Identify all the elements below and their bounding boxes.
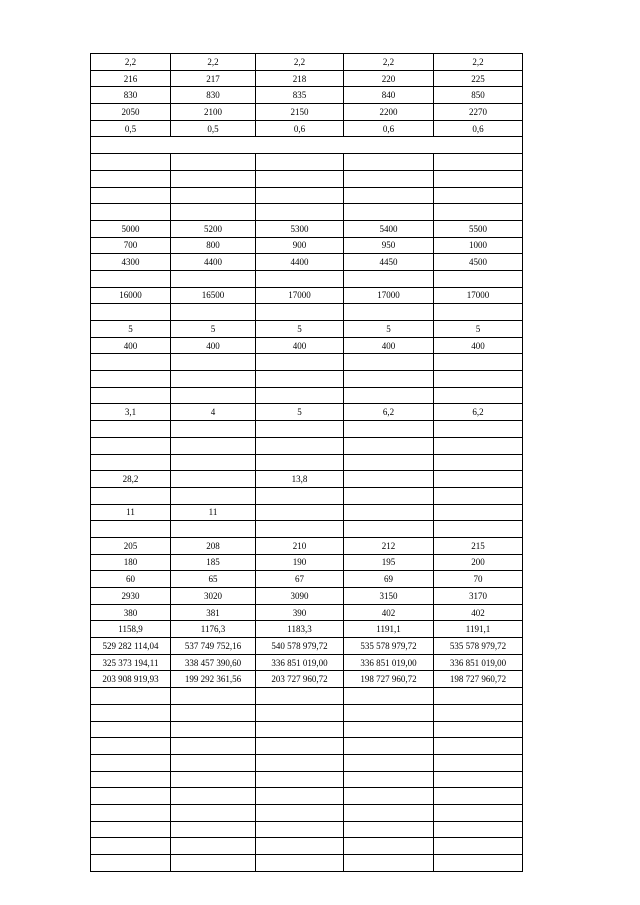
table-cell: [434, 421, 523, 438]
table-cell: [91, 804, 171, 821]
table-cell: 3170: [434, 588, 523, 605]
table-cell: [171, 421, 256, 438]
table-cell: [344, 421, 434, 438]
table-cell: [344, 754, 434, 771]
table-row: [91, 70, 523, 87]
table-cell: [344, 688, 434, 705]
table-row: [91, 304, 523, 321]
table-cell: 198 727 960,72: [344, 671, 434, 688]
table-cell: 5300: [256, 220, 344, 237]
table-cell: [171, 838, 256, 855]
table-row: [91, 487, 523, 504]
table-cell: [256, 421, 344, 438]
table-cell: 3,1: [91, 404, 171, 421]
table-cell: [344, 371, 434, 388]
table-cell: [171, 187, 256, 204]
table-cell: 4450: [344, 254, 434, 271]
table-row: [91, 387, 523, 404]
table-cell: [344, 304, 434, 321]
table-cell: 5: [256, 321, 344, 338]
table-cell: 220: [344, 70, 434, 87]
table-cell: [91, 354, 171, 371]
table-cell: 70: [434, 571, 523, 588]
table-cell: 199 292 361,56: [171, 671, 256, 688]
table-row: [91, 754, 523, 771]
table-cell: [91, 387, 171, 404]
table-cell: 212: [344, 537, 434, 554]
table-cell: [91, 487, 171, 504]
table-cell: [171, 437, 256, 454]
table-cell: [256, 387, 344, 404]
table-cell: 2100: [171, 104, 256, 121]
table-cell: 336 851 019,00: [434, 654, 523, 671]
table-cell: 205: [91, 537, 171, 554]
table-row: [91, 220, 523, 237]
table-cell: 537 749 752,16: [171, 638, 256, 655]
table-cell: 5: [256, 404, 344, 421]
table-cell: 17000: [344, 287, 434, 304]
table-cell: 5400: [344, 220, 434, 237]
table-cell: 3150: [344, 588, 434, 605]
table-cell: 16000: [91, 287, 171, 304]
table-cell: 225: [434, 70, 523, 87]
table-cell: 190: [256, 554, 344, 571]
table-cell: [434, 771, 523, 788]
table-cell: [256, 738, 344, 755]
table-cell: [91, 204, 171, 221]
table-row: [91, 154, 523, 171]
table-row: [91, 471, 523, 488]
table-row: [91, 337, 523, 354]
table-row: [91, 838, 523, 855]
table-cell: 400: [344, 337, 434, 354]
table-cell: [256, 688, 344, 705]
table-cell: [91, 154, 171, 171]
table-cell: 185: [171, 554, 256, 571]
table-cell: 0,6: [256, 120, 344, 137]
table-cell: 5500: [434, 220, 523, 237]
table-cell: [434, 788, 523, 805]
table-cell: 216: [91, 70, 171, 87]
table-cell: 200: [434, 554, 523, 571]
table-cell: [434, 304, 523, 321]
table-cell: [91, 304, 171, 321]
table-row: [91, 804, 523, 821]
table-cell: [171, 371, 256, 388]
table-cell: 1176,3: [171, 621, 256, 638]
table-cell: 830: [171, 87, 256, 104]
table-cell: 180: [91, 554, 171, 571]
table-cell: [256, 771, 344, 788]
table-cell: [434, 154, 523, 171]
table-cell: 208: [171, 537, 256, 554]
table-cell: [91, 738, 171, 755]
table-cell: [344, 704, 434, 721]
table-cell: [434, 521, 523, 538]
table-cell: [171, 270, 256, 287]
table-row: [91, 554, 523, 571]
table-body: [91, 54, 523, 872]
table-cell: 4300: [91, 254, 171, 271]
table-cell: 6,2: [344, 404, 434, 421]
table-cell: [171, 521, 256, 538]
table-cell: 5: [91, 321, 171, 338]
table-cell: 203 908 919,93: [91, 671, 171, 688]
table-row: [91, 204, 523, 221]
table-cell: 5: [171, 321, 256, 338]
table-cell: [171, 471, 256, 488]
table-row: [91, 588, 523, 605]
table-cell: 402: [344, 604, 434, 621]
table-cell: [171, 804, 256, 821]
table-cell: 0,6: [344, 120, 434, 137]
table-row: [91, 671, 523, 688]
table-cell: [256, 838, 344, 855]
table-cell: 0,5: [91, 120, 171, 137]
data-table: [90, 53, 523, 872]
table-cell: 835: [256, 87, 344, 104]
table-cell: [256, 454, 344, 471]
table-cell: [256, 721, 344, 738]
table-cell: [256, 521, 344, 538]
table-cell: [434, 721, 523, 738]
table-cell: 5200: [171, 220, 256, 237]
table-row: [91, 187, 523, 204]
table-cell: [434, 187, 523, 204]
table-row: [91, 771, 523, 788]
table-cell: [171, 721, 256, 738]
table-cell: 840: [344, 87, 434, 104]
table-cell: 203 727 960,72: [256, 671, 344, 688]
table-cell: 2050: [91, 104, 171, 121]
table-row: [91, 621, 523, 638]
table-cell: 217: [171, 70, 256, 87]
table-cell: [256, 304, 344, 321]
table-cell: [91, 855, 171, 872]
table-cell: [91, 704, 171, 721]
table-cell: 1191,1: [344, 621, 434, 638]
table-cell: [171, 688, 256, 705]
table-cell: [171, 754, 256, 771]
table-cell: 390: [256, 604, 344, 621]
table-row: [91, 537, 523, 554]
table-cell: 0,6: [434, 120, 523, 137]
table-cell: [91, 521, 171, 538]
table-cell: 3020: [171, 588, 256, 605]
table-cell: 400: [434, 337, 523, 354]
table-cell: [256, 204, 344, 221]
table-cell: [344, 838, 434, 855]
table-cell: 5: [434, 321, 523, 338]
table-cell: 535 578 979,72: [434, 638, 523, 655]
table-cell: [91, 137, 523, 154]
table-cell: 17000: [256, 287, 344, 304]
table-cell: [434, 170, 523, 187]
table-row: [91, 120, 523, 137]
table-cell: 60: [91, 571, 171, 588]
table-cell: 4: [171, 404, 256, 421]
table-cell: [434, 487, 523, 504]
table-cell: [434, 704, 523, 721]
table-cell: [256, 270, 344, 287]
table-cell: 11: [171, 504, 256, 521]
table-cell: 402: [434, 604, 523, 621]
table-cell: 2150: [256, 104, 344, 121]
table-cell: 1191,1: [434, 621, 523, 638]
table-cell: [91, 270, 171, 287]
table-row: [91, 404, 523, 421]
table-cell: [256, 855, 344, 872]
table-row: [91, 855, 523, 872]
table-cell: [91, 371, 171, 388]
table-cell: 6,2: [434, 404, 523, 421]
table-cell: [434, 804, 523, 821]
table-row: [91, 137, 523, 154]
table-cell: 700: [91, 237, 171, 254]
table-cell: 529 282 114,04: [91, 638, 171, 655]
table-row: [91, 437, 523, 454]
table-row: [91, 54, 523, 71]
table-cell: 11: [91, 504, 171, 521]
table-cell: 325 373 194,11: [91, 654, 171, 671]
table-cell: [344, 387, 434, 404]
table-cell: [91, 754, 171, 771]
table-cell: [434, 688, 523, 705]
table-cell: [171, 454, 256, 471]
table-cell: [91, 170, 171, 187]
table-cell: 380: [91, 604, 171, 621]
table-cell: 16500: [171, 287, 256, 304]
table-cell: 69: [344, 571, 434, 588]
table-cell: [344, 855, 434, 872]
table-cell: 950: [344, 237, 434, 254]
table-cell: [256, 504, 344, 521]
table-cell: [344, 521, 434, 538]
table-row: [91, 704, 523, 721]
table-cell: [344, 204, 434, 221]
table-cell: 400: [91, 337, 171, 354]
table-cell: [434, 504, 523, 521]
table-cell: [171, 354, 256, 371]
table-cell: [171, 304, 256, 321]
table-cell: [434, 437, 523, 454]
table-cell: 1158,9: [91, 621, 171, 638]
table-row: [91, 287, 523, 304]
table-cell: [344, 187, 434, 204]
table-row: [91, 504, 523, 521]
table-row: [91, 521, 523, 538]
table-cell: 4400: [171, 254, 256, 271]
table-cell: 198 727 960,72: [434, 671, 523, 688]
table-cell: 4500: [434, 254, 523, 271]
table-cell: 2,2: [256, 54, 344, 71]
table-cell: [434, 838, 523, 855]
table-row: [91, 454, 523, 471]
table-cell: [344, 721, 434, 738]
table-cell: [256, 704, 344, 721]
table-cell: [171, 738, 256, 755]
table-cell: 535 578 979,72: [344, 638, 434, 655]
table-cell: [434, 387, 523, 404]
table-cell: [171, 387, 256, 404]
table-cell: 1183,3: [256, 621, 344, 638]
table-cell: [91, 821, 171, 838]
table-cell: [91, 688, 171, 705]
table-cell: [171, 855, 256, 872]
table-cell: [256, 487, 344, 504]
table-cell: [171, 788, 256, 805]
table-cell: 28,2: [91, 471, 171, 488]
table-cell: [434, 855, 523, 872]
table-cell: 218: [256, 70, 344, 87]
table-cell: [344, 487, 434, 504]
table-cell: [344, 821, 434, 838]
table-cell: 3090: [256, 588, 344, 605]
table-row: [91, 604, 523, 621]
table-cell: 195: [344, 554, 434, 571]
table-cell: [256, 821, 344, 838]
table-cell: [344, 454, 434, 471]
table-row: [91, 321, 523, 338]
table-cell: 2,2: [171, 54, 256, 71]
table-cell: [434, 371, 523, 388]
table-row: [91, 721, 523, 738]
table-cell: 17000: [434, 287, 523, 304]
table-row: [91, 738, 523, 755]
table-cell: [434, 270, 523, 287]
table-row: [91, 237, 523, 254]
table-row: [91, 371, 523, 388]
table-cell: [434, 738, 523, 755]
table-cell: 800: [171, 237, 256, 254]
table-cell: [434, 354, 523, 371]
table-cell: 0,5: [171, 120, 256, 137]
table-cell: [434, 821, 523, 838]
table-cell: [256, 170, 344, 187]
table-cell: [434, 471, 523, 488]
table-cell: [344, 437, 434, 454]
table-cell: 540 578 979,72: [256, 638, 344, 655]
table-row: [91, 571, 523, 588]
table-cell: [91, 771, 171, 788]
table-cell: 2,2: [434, 54, 523, 71]
table-row: [91, 254, 523, 271]
table-cell: 1000: [434, 237, 523, 254]
table-cell: 400: [256, 337, 344, 354]
table-cell: [344, 270, 434, 287]
table-cell: [344, 504, 434, 521]
table-cell: [344, 804, 434, 821]
table-cell: 4400: [256, 254, 344, 271]
table-cell: 215: [434, 537, 523, 554]
table-row: [91, 638, 523, 655]
table-cell: 2,2: [344, 54, 434, 71]
table-cell: [91, 187, 171, 204]
table-cell: [344, 771, 434, 788]
table-cell: [344, 788, 434, 805]
table-cell: [171, 704, 256, 721]
table-cell: 2930: [91, 588, 171, 605]
table-cell: [171, 170, 256, 187]
table-cell: 2,2: [91, 54, 171, 71]
table-cell: [91, 454, 171, 471]
table-cell: 336 851 019,00: [344, 654, 434, 671]
table-cell: 13,8: [256, 471, 344, 488]
table-cell: [171, 821, 256, 838]
table-cell: [344, 154, 434, 171]
table-cell: 850: [434, 87, 523, 104]
table-cell: 381: [171, 604, 256, 621]
table-row: [91, 104, 523, 121]
table-cell: 210: [256, 537, 344, 554]
table-cell: [434, 454, 523, 471]
table-cell: 2270: [434, 104, 523, 121]
table-cell: [256, 788, 344, 805]
table-cell: [434, 754, 523, 771]
table-cell: [91, 421, 171, 438]
table-cell: [256, 354, 344, 371]
table-row: [91, 788, 523, 805]
table-cell: [171, 204, 256, 221]
table-cell: 65: [171, 571, 256, 588]
table-row: [91, 87, 523, 104]
table-row: [91, 821, 523, 838]
table-cell: [171, 771, 256, 788]
table-cell: [434, 204, 523, 221]
table-cell: 2200: [344, 104, 434, 121]
table-cell: [344, 354, 434, 371]
table-cell: 830: [91, 87, 171, 104]
table-cell: 67: [256, 571, 344, 588]
table-cell: [256, 437, 344, 454]
table-row: [91, 688, 523, 705]
table-row: [91, 270, 523, 287]
table-row: [91, 421, 523, 438]
table-cell: 900: [256, 237, 344, 254]
table-cell: [256, 804, 344, 821]
table-cell: [344, 471, 434, 488]
table-cell: [344, 738, 434, 755]
table-cell: 400: [171, 337, 256, 354]
table-cell: [344, 170, 434, 187]
table-cell: [256, 187, 344, 204]
table-cell: [256, 754, 344, 771]
table-cell: 336 851 019,00: [256, 654, 344, 671]
table-cell: [91, 721, 171, 738]
table-cell: [91, 838, 171, 855]
table-cell: [91, 437, 171, 454]
table-cell: 5000: [91, 220, 171, 237]
table-cell: 338 457 390,60: [171, 654, 256, 671]
table-cell: [256, 154, 344, 171]
table-cell: [171, 487, 256, 504]
table-cell: 5: [344, 321, 434, 338]
table-cell: [171, 154, 256, 171]
table-cell: [256, 371, 344, 388]
table-row: [91, 354, 523, 371]
table-row: [91, 170, 523, 187]
table-row: [91, 654, 523, 671]
table-cell: [91, 788, 171, 805]
